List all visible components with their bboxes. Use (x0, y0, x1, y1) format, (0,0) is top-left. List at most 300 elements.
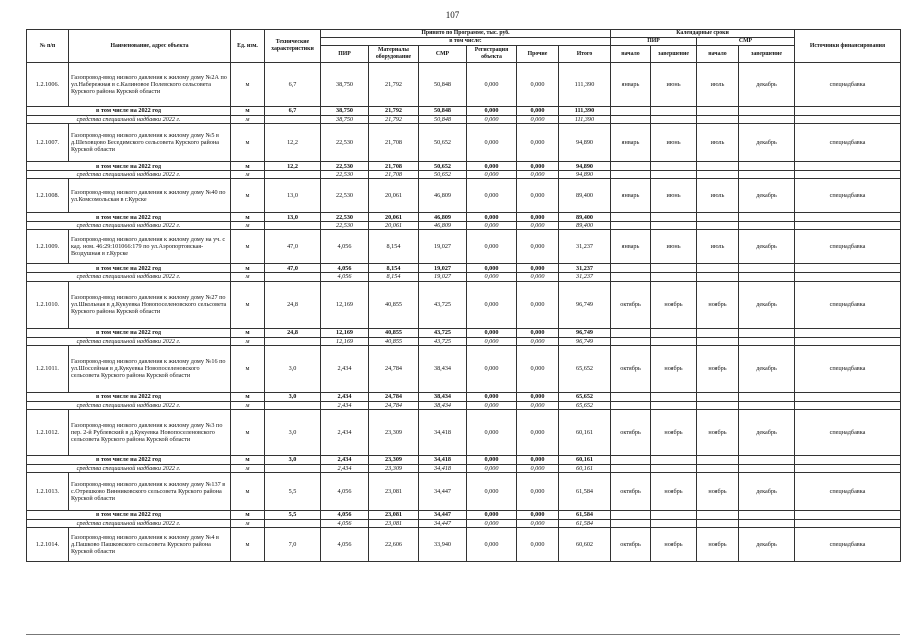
fund-label: средства специальной надбавки 2022 г. (27, 171, 231, 179)
subtotal-unit: м (231, 213, 265, 222)
subtotal-tech: 24,8 (265, 328, 321, 337)
object-name: Газопровод-ввод низкого давления к жилому дому №137 в с.Отрешково Винниковского сельсовета Курского района Курской области (69, 472, 231, 510)
empty-cell (651, 519, 697, 527)
smr-end: декабрь (739, 472, 795, 510)
empty-cell (697, 264, 739, 273)
fund-row (27, 401, 901, 409)
pir-end: ноябрь (651, 345, 697, 392)
fund-pir: 4,056 (321, 273, 369, 281)
fund-other: 0,000 (517, 519, 559, 527)
object-name: Газопровод-ввод низкого давления к жилому дому №4 в д.Пашково Пашковского сельсовета Курского района Курской области (69, 528, 231, 562)
cost-pir: 22,530 (321, 179, 369, 213)
cost-other: 0,000 (517, 409, 559, 455)
fund-registration: 0,000 (467, 116, 517, 124)
fund-pir: 2,434 (321, 401, 369, 409)
empty-cell (739, 162, 795, 171)
empty-cell (611, 401, 651, 409)
empty-cell (611, 162, 651, 171)
object-code: 1.2.1007. (27, 124, 69, 162)
empty-cell (795, 337, 901, 345)
object-name: Газопровод-ввод низкого давления к жилому дому №40 по ул.Комсомольская в г.Курске (69, 179, 231, 213)
empty-cell (611, 455, 651, 464)
table-row (27, 409, 901, 455)
cost-total: 94,890 (559, 124, 611, 162)
subtotal-registration: 0,000 (467, 328, 517, 337)
funding-source: спецнадбавка (795, 281, 901, 328)
cost-total: 61,584 (559, 472, 611, 510)
object-unit: м (231, 230, 265, 264)
fund-registration: 0,000 (467, 171, 517, 179)
fund-pir: 22,530 (321, 171, 369, 179)
header-cal-smr: СМР (697, 38, 795, 46)
fund-row (27, 273, 901, 281)
object-name: Газопровод-ввод низкого давления к жилому дому №16 по ул.Шоссейная в д.Кукуевка Новопоселеновского сельсовета Курского района Курской области (69, 345, 231, 392)
fund-smr: 34,418 (419, 464, 467, 472)
empty-cell (651, 107, 697, 116)
subtotal-pir: 2,434 (321, 455, 369, 464)
subtotal-label: в том числе на 2022 год (27, 328, 231, 337)
subtotal-other: 0,000 (517, 455, 559, 464)
cost-materials: 21,708 (369, 124, 419, 162)
empty-cell (651, 392, 697, 401)
subtotal-unit: м (231, 510, 265, 519)
empty-cell (795, 519, 901, 527)
cost-smr: 34,447 (419, 472, 467, 510)
fund-tech (265, 222, 321, 230)
subtotal-other: 0,000 (517, 107, 559, 116)
subtotal-smr: 19,027 (419, 264, 467, 273)
cost-total: 111,390 (559, 63, 611, 107)
fund-pir: 38,750 (321, 116, 369, 124)
empty-cell (611, 464, 651, 472)
cost-other: 0,000 (517, 179, 559, 213)
cost-smr: 50,652 (419, 124, 467, 162)
cost-materials: 23,081 (369, 472, 419, 510)
fund-row (27, 222, 901, 230)
object-unit: м (231, 179, 265, 213)
subtotal-registration: 0,000 (467, 264, 517, 273)
empty-cell (697, 171, 739, 179)
header-calendar: Календарные сроки (611, 30, 795, 38)
header-smr-start: начало (697, 46, 739, 63)
cost-registration: 0,000 (467, 345, 517, 392)
pir-end: ноябрь (651, 528, 697, 562)
empty-cell (651, 401, 697, 409)
empty-cell (611, 213, 651, 222)
table-row (27, 281, 901, 328)
fund-materials: 23,309 (369, 464, 419, 472)
fund-other: 0,000 (517, 337, 559, 345)
fund-registration: 0,000 (467, 464, 517, 472)
fund-registration: 0,000 (467, 337, 517, 345)
header-smr: СМР (419, 46, 467, 63)
empty-cell (795, 510, 901, 519)
subtotal-total: 31,237 (559, 264, 611, 273)
fund-other: 0,000 (517, 464, 559, 472)
cost-other: 0,000 (517, 472, 559, 510)
pir-start: январь (611, 63, 651, 107)
pir-start: январь (611, 179, 651, 213)
pir-start: октябрь (611, 528, 651, 562)
subtotal-registration: 0,000 (467, 107, 517, 116)
pir-start: октябрь (611, 409, 651, 455)
subtotal-tech: 3,0 (265, 455, 321, 464)
cost-total: 60,602 (559, 528, 611, 562)
object-unit: м (231, 63, 265, 107)
cost-materials: 40,855 (369, 281, 419, 328)
cost-materials: 21,792 (369, 63, 419, 107)
empty-cell (611, 171, 651, 179)
object-unit: м (231, 528, 265, 562)
empty-cell (651, 222, 697, 230)
object-tech: 5,5 (265, 472, 321, 510)
pir-end: ноябрь (651, 409, 697, 455)
fund-pir: 12,169 (321, 337, 369, 345)
page-number: 107 (445, 10, 460, 20)
header-materials: Материалы оборудование (369, 46, 419, 63)
empty-cell (739, 519, 795, 527)
empty-cell (697, 222, 739, 230)
empty-cell (739, 337, 795, 345)
fund-row (27, 171, 901, 179)
funding-source: спецнадбавка (795, 472, 901, 510)
fund-materials: 24,784 (369, 401, 419, 409)
fund-smr: 46,809 (419, 222, 467, 230)
subtotal-registration: 0,000 (467, 455, 517, 464)
subtotal-smr: 43,725 (419, 328, 467, 337)
smr-start: ноябрь (697, 281, 739, 328)
fund-pir: 22,530 (321, 222, 369, 230)
subtotal-tech: 47,0 (265, 264, 321, 273)
cost-materials: 20,061 (369, 179, 419, 213)
fund-other: 0,000 (517, 222, 559, 230)
object-tech: 47,0 (265, 230, 321, 264)
header-incl: в том числе: (321, 38, 611, 46)
fund-total: 111,390 (559, 116, 611, 124)
empty-cell (739, 401, 795, 409)
cost-registration: 0,000 (467, 124, 517, 162)
cost-pir: 2,434 (321, 409, 369, 455)
subtotal-smr: 38,434 (419, 392, 467, 401)
empty-cell (739, 273, 795, 281)
fund-smr: 38,434 (419, 401, 467, 409)
fund-unit: м (231, 401, 265, 409)
subtotal-row (27, 264, 901, 273)
pir-start: октябрь (611, 472, 651, 510)
subtotal-row (27, 510, 901, 519)
header-num: № п/п (27, 30, 69, 63)
cost-materials: 22,606 (369, 528, 419, 562)
cost-other: 0,000 (517, 345, 559, 392)
empty-cell (795, 107, 901, 116)
fund-other: 0,000 (517, 273, 559, 281)
cost-registration: 0,000 (467, 179, 517, 213)
fund-total: 89,400 (559, 222, 611, 230)
funding-source: спецнадбавка (795, 63, 901, 107)
object-code: 1.2.1012. (27, 409, 69, 455)
subtotal-pir: 22,530 (321, 213, 369, 222)
fund-other: 0,000 (517, 171, 559, 179)
header-pir: ПИР (321, 46, 369, 63)
subtotal-label: в том числе на 2022 год (27, 264, 231, 273)
fund-tech (265, 116, 321, 124)
subtotal-total: 111,390 (559, 107, 611, 116)
subtotal-materials: 8,154 (369, 264, 419, 273)
subtotal-pir: 4,056 (321, 510, 369, 519)
object-tech: 3,0 (265, 345, 321, 392)
subtotal-other: 0,000 (517, 510, 559, 519)
empty-cell (795, 162, 901, 171)
subtotal-materials: 23,081 (369, 510, 419, 519)
fund-tech (265, 337, 321, 345)
fund-materials: 23,081 (369, 519, 419, 527)
fund-unit: м (231, 519, 265, 527)
object-code: 1.2.1010. (27, 281, 69, 328)
smr-start: ноябрь (697, 409, 739, 455)
cost-registration: 0,000 (467, 409, 517, 455)
pir-end: июнь (651, 230, 697, 264)
fund-registration: 0,000 (467, 273, 517, 281)
empty-cell (795, 213, 901, 222)
fund-registration: 0,000 (467, 222, 517, 230)
subtotal-unit: м (231, 162, 265, 171)
empty-cell (611, 510, 651, 519)
empty-cell (697, 213, 739, 222)
empty-cell (611, 264, 651, 273)
header-tech: Технические характеристики (265, 30, 321, 63)
cost-smr: 38,434 (419, 345, 467, 392)
table-row (27, 345, 901, 392)
empty-cell (739, 455, 795, 464)
object-name: Газопровод-ввод низкого давления к жилому дому №27 по ул.Школьная в д.Кукуевка Новопоселеновского сельсовета Курского района Курской области (69, 281, 231, 328)
smr-start: ноябрь (697, 472, 739, 510)
subtotal-unit: м (231, 328, 265, 337)
funding-source: спецнадбавка (795, 409, 901, 455)
subtotal-smr: 34,447 (419, 510, 467, 519)
fund-label: средства специальной надбавки 2022 г. (27, 116, 231, 124)
fund-smr: 50,848 (419, 116, 467, 124)
cost-registration: 0,000 (467, 281, 517, 328)
smr-start: ноябрь (697, 528, 739, 562)
smr-end: декабрь (739, 63, 795, 107)
empty-cell (697, 519, 739, 527)
header-registration: Регистрация объекта (467, 46, 517, 63)
subtotal-unit: м (231, 455, 265, 464)
subtotal-materials: 20,061 (369, 213, 419, 222)
empty-cell (651, 510, 697, 519)
subtotal-other: 0,000 (517, 328, 559, 337)
subtotal-materials: 23,309 (369, 455, 419, 464)
header-unit: Ед. изм. (231, 30, 265, 63)
subtotal-label: в том числе на 2022 год (27, 455, 231, 464)
cost-registration: 0,000 (467, 63, 517, 107)
fund-label: средства специальной надбавки 2022 г. (27, 222, 231, 230)
object-tech: 3,0 (265, 409, 321, 455)
subtotal-total: 96,749 (559, 328, 611, 337)
empty-cell (795, 464, 901, 472)
empty-cell (611, 222, 651, 230)
fund-total: 65,652 (559, 401, 611, 409)
cost-pir: 4,056 (321, 472, 369, 510)
empty-cell (651, 337, 697, 345)
object-unit: м (231, 281, 265, 328)
smr-end: декабрь (739, 230, 795, 264)
empty-cell (697, 328, 739, 337)
empty-cell (795, 116, 901, 124)
fund-pir: 4,056 (321, 519, 369, 527)
header-smr-end: завершение (739, 46, 795, 63)
cost-other: 0,000 (517, 230, 559, 264)
table-row (27, 472, 901, 510)
fund-unit: м (231, 273, 265, 281)
pir-end: июнь (651, 179, 697, 213)
empty-cell (697, 392, 739, 401)
empty-cell (697, 273, 739, 281)
empty-cell (739, 222, 795, 230)
object-code: 1.2.1008. (27, 179, 69, 213)
empty-cell (739, 464, 795, 472)
fund-unit: м (231, 116, 265, 124)
header-source: Источники финансирования (795, 30, 901, 63)
fund-unit: м (231, 171, 265, 179)
pir-end: ноябрь (651, 281, 697, 328)
fund-pir: 2,434 (321, 464, 369, 472)
fund-label: средства специальной надбавки 2022 г. (27, 401, 231, 409)
pir-end: июнь (651, 124, 697, 162)
header-total: Итого (559, 46, 611, 63)
header-pir-end: завершение (651, 46, 697, 63)
empty-cell (795, 328, 901, 337)
subtotal-label: в том числе на 2022 год (27, 392, 231, 401)
smr-end: декабрь (739, 179, 795, 213)
header-other: Прочие (517, 46, 559, 63)
object-unit: м (231, 409, 265, 455)
smr-end: декабрь (739, 409, 795, 455)
cost-other: 0,000 (517, 63, 559, 107)
object-unit: м (231, 472, 265, 510)
header-pir-start: начало (611, 46, 651, 63)
cost-pir: 22,530 (321, 124, 369, 162)
subtotal-pir: 4,056 (321, 264, 369, 273)
fund-smr: 34,447 (419, 519, 467, 527)
cost-pir: 4,056 (321, 230, 369, 264)
empty-cell (651, 273, 697, 281)
empty-cell (795, 222, 901, 230)
empty-cell (697, 510, 739, 519)
subtotal-row (27, 455, 901, 464)
empty-cell (697, 401, 739, 409)
fund-smr: 50,652 (419, 171, 467, 179)
subtotal-unit: м (231, 264, 265, 273)
empty-cell (611, 337, 651, 345)
subtotal-label: в том числе на 2022 год (27, 213, 231, 222)
object-tech: 12,2 (265, 124, 321, 162)
funding-source: спецнадбавка (795, 345, 901, 392)
smr-start: июль (697, 63, 739, 107)
fund-materials: 20,061 (369, 222, 419, 230)
subtotal-total: 60,161 (559, 455, 611, 464)
fund-total: 61,584 (559, 519, 611, 527)
object-tech: 6,7 (265, 63, 321, 107)
empty-cell (697, 337, 739, 345)
cost-smr: 50,848 (419, 63, 467, 107)
empty-cell (739, 213, 795, 222)
fund-label: средства специальной надбавки 2022 г. (27, 273, 231, 281)
fund-tech (265, 519, 321, 527)
empty-cell (651, 328, 697, 337)
empty-cell (739, 116, 795, 124)
subtotal-registration: 0,000 (467, 392, 517, 401)
subtotal-unit: м (231, 392, 265, 401)
empty-cell (697, 116, 739, 124)
cost-total: 60,161 (559, 409, 611, 455)
header-accepted: Принято по Программе, тыс. руб. (321, 30, 611, 38)
pir-start: январь (611, 230, 651, 264)
empty-cell (795, 455, 901, 464)
subtotal-smr: 50,652 (419, 162, 467, 171)
pir-start: октябрь (611, 281, 651, 328)
subtotal-smr: 46,809 (419, 213, 467, 222)
fund-tech (265, 401, 321, 409)
subtotal-tech: 12,2 (265, 162, 321, 171)
empty-cell (651, 464, 697, 472)
fund-unit: м (231, 222, 265, 230)
empty-cell (611, 273, 651, 281)
cost-smr: 19,027 (419, 230, 467, 264)
subtotal-smr: 50,848 (419, 107, 467, 116)
object-unit: м (231, 124, 265, 162)
subtotal-row (27, 213, 901, 222)
funding-source: спецнадбавка (795, 179, 901, 213)
subtotal-row (27, 392, 901, 401)
fund-total: 94,890 (559, 171, 611, 179)
empty-cell (697, 455, 739, 464)
fund-materials: 21,708 (369, 171, 419, 179)
subtotal-registration: 0,000 (467, 510, 517, 519)
cost-other: 0,000 (517, 281, 559, 328)
subtotal-tech: 5,5 (265, 510, 321, 519)
cost-pir: 2,434 (321, 345, 369, 392)
funding-source: спецнадбавка (795, 124, 901, 162)
fund-row (27, 464, 901, 472)
object-tech: 13,0 (265, 179, 321, 213)
subtotal-materials: 21,708 (369, 162, 419, 171)
header-name: Наименование, адрес объекта (69, 30, 231, 63)
subtotal-smr: 34,418 (419, 455, 467, 464)
smr-start: июль (697, 230, 739, 264)
empty-cell (651, 162, 697, 171)
subtotal-other: 0,000 (517, 162, 559, 171)
empty-cell (739, 510, 795, 519)
cost-smr: 46,809 (419, 179, 467, 213)
object-code: 1.2.1009. (27, 230, 69, 264)
fund-tech (265, 171, 321, 179)
subtotal-registration: 0,000 (467, 162, 517, 171)
smr-end: декабрь (739, 345, 795, 392)
empty-cell (795, 392, 901, 401)
subtotal-label: в том числе на 2022 год (27, 162, 231, 171)
fund-other: 0,000 (517, 401, 559, 409)
cost-smr: 43,725 (419, 281, 467, 328)
empty-cell (651, 455, 697, 464)
subtotal-pir: 12,169 (321, 328, 369, 337)
fund-materials: 8,154 (369, 273, 419, 281)
subtotal-tech: 3,0 (265, 392, 321, 401)
empty-cell (795, 401, 901, 409)
cost-materials: 8,154 (369, 230, 419, 264)
empty-cell (697, 107, 739, 116)
subtotal-materials: 40,855 (369, 328, 419, 337)
